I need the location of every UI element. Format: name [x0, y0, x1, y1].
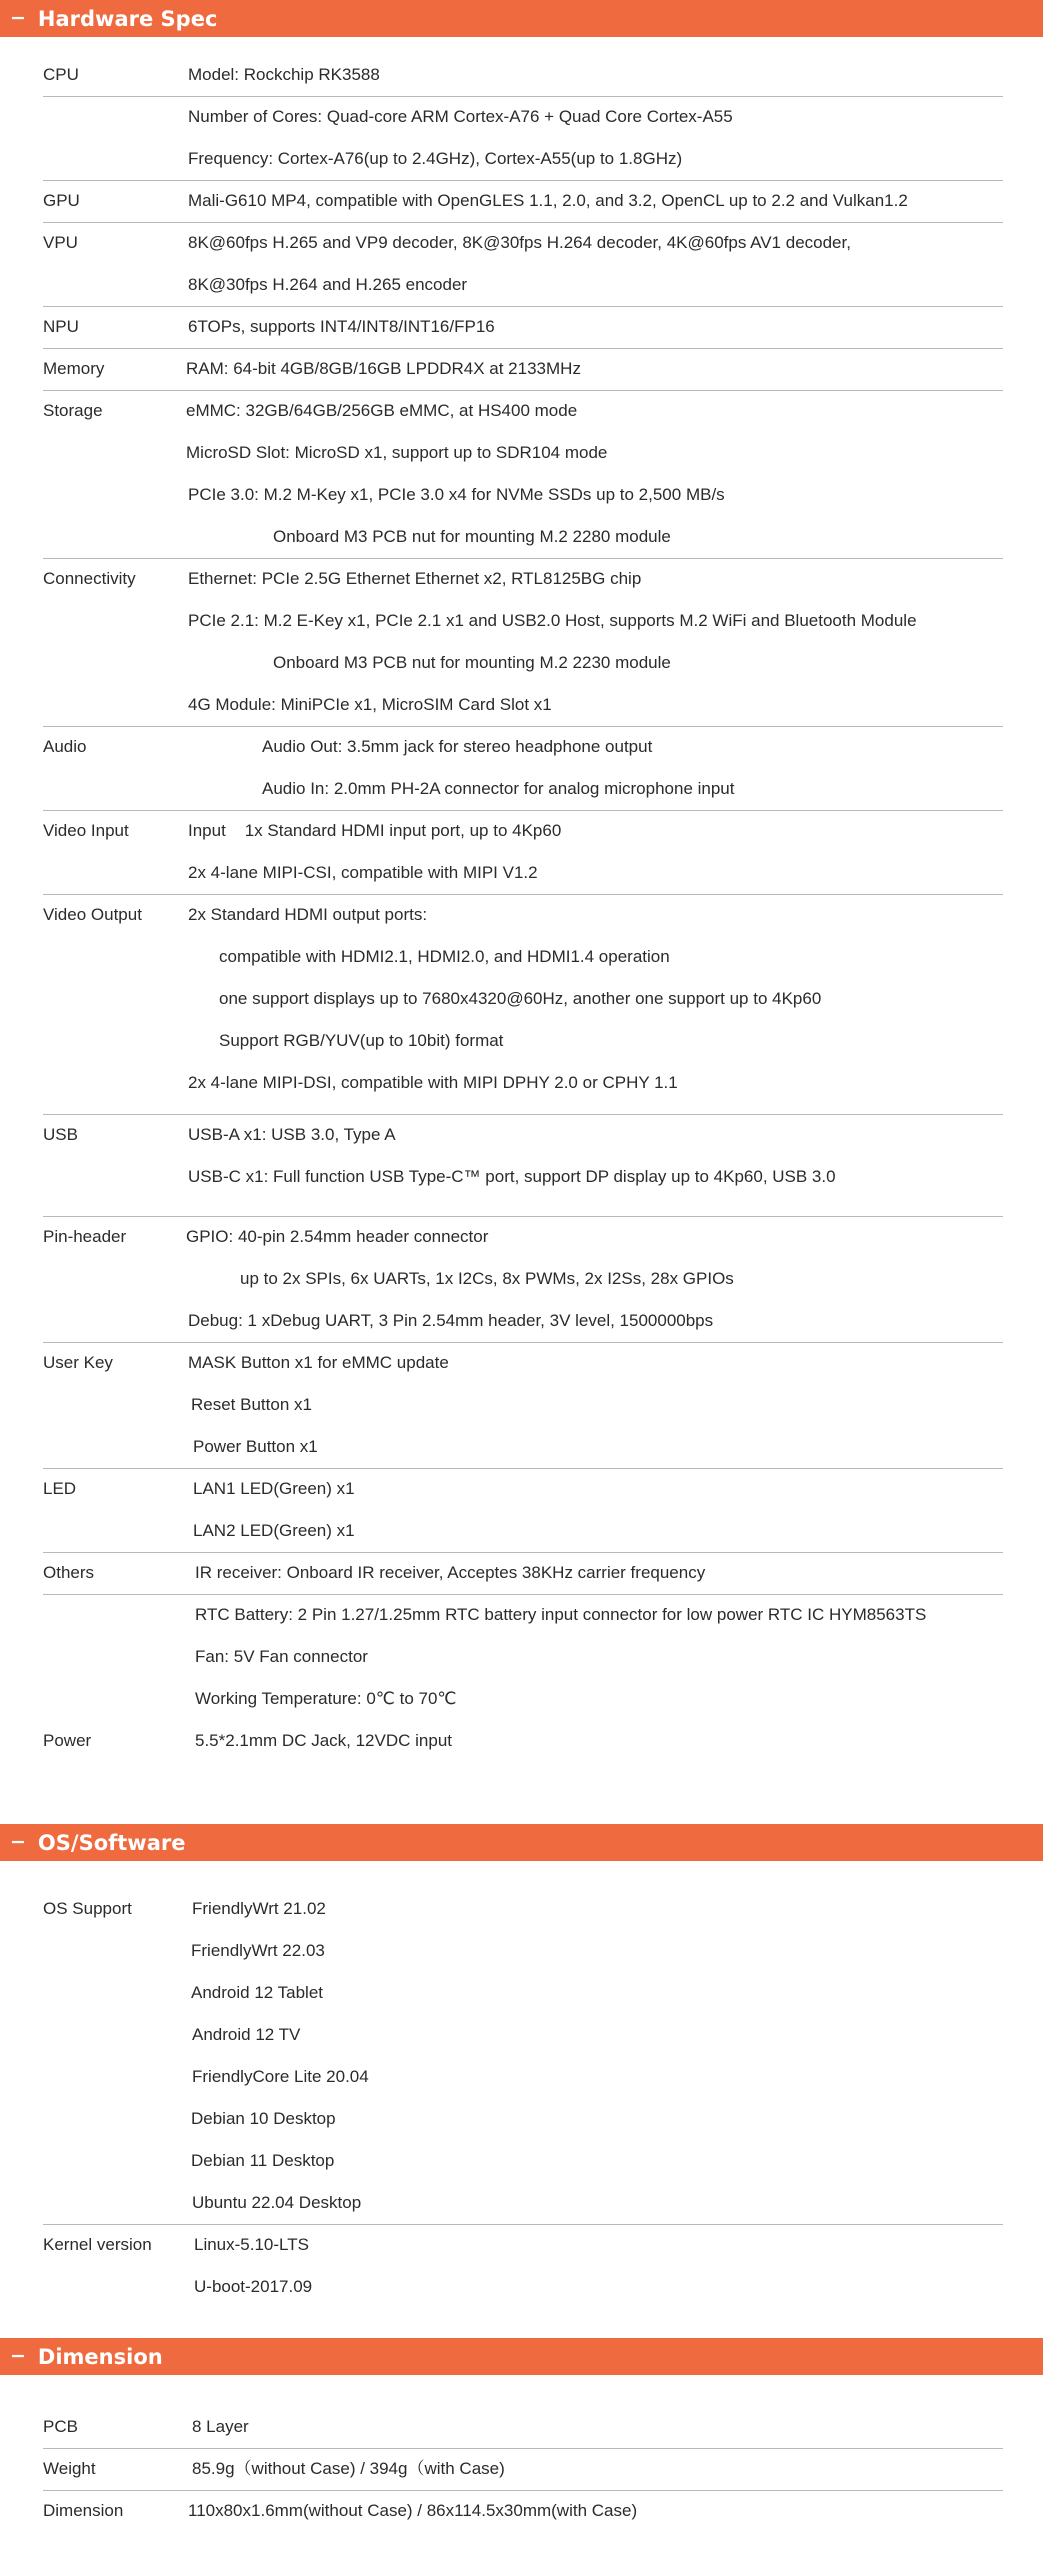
spec-value: eMMC: 32GB/64GB/256GB eMMC, at HS400 mode	[186, 401, 578, 420]
spec-value: LAN2 LED(Green) x1	[193, 1521, 355, 1540]
spec-row	[0, 1258, 1043, 1300]
spec-row	[0, 684, 1043, 726]
spec-value: FriendlyWrt 22.03	[191, 1941, 325, 1960]
spec-value: Support RGB/YUV(up to 10bit) format	[219, 1031, 504, 1050]
spec-label: Dimension	[43, 2501, 124, 2520]
spec-row	[0, 1384, 1043, 1426]
spec-value: FriendlyWrt 21.02	[192, 1899, 326, 1918]
spec-row	[0, 432, 1043, 474]
spec-row	[0, 2490, 1043, 2532]
spec-row	[0, 894, 1043, 936]
spec-row	[0, 516, 1043, 558]
spec-value: Onboard M3 PCB nut for mounting M.2 2280 module	[273, 527, 671, 546]
spec-value: RAM: 64-bit 4GB/8GB/16GB LPDDR4X at 2133MHz	[186, 359, 581, 378]
spec-label: Others	[43, 1563, 95, 1582]
section-header-hardware[interactable]	[0, 0, 1043, 37]
spec-label: Audio	[43, 737, 87, 756]
spec-row	[0, 1156, 1043, 1198]
spec-label: Video Input	[43, 821, 129, 840]
spec-value: Ubuntu 22.04 Desktop	[192, 2193, 362, 2212]
spec-value: Debian 11 Desktop	[191, 2151, 335, 2170]
spec-value: Number of Cores: Quad-core ARM Cortex-A76 + Quad Core Cortex-A55	[188, 107, 733, 126]
spec-value: Working Temperature: 0℃ to 70℃	[195, 1689, 457, 1708]
spec-label: Memory	[43, 359, 105, 378]
spec-value: 8K@30fps H.264 and H.265 encoder	[188, 275, 468, 294]
spec-value: MicroSD Slot: MicroSD x1, support up to SDR104 mode	[186, 443, 608, 462]
spec-value: Reset Button x1	[191, 1395, 312, 1414]
spec-row	[0, 1510, 1043, 1552]
spec-value: IR receiver: Onboard IR receiver, Acceptes 38KHz carrier frequency	[195, 1563, 706, 1582]
spec-label: User Key	[43, 1353, 113, 1372]
spec-value: Fan: 5V Fan connector	[195, 1647, 368, 1666]
spec-value: 2x 4-lane MIPI-DSI, compatible with MIPI DPHY 2.0 or CPHY 1.1	[188, 1073, 678, 1092]
spec-value: USB-A x1: USB 3.0, Type A	[188, 1125, 396, 1144]
spec-value: Mali-G610 MP4, compatible with OpenGLES 1.1, 2.0, and 3.2, OpenCL up to 2.2 and Vulkan1.2	[188, 191, 908, 210]
section-title: Dimension	[37, 2344, 163, 2369]
spec-row	[0, 390, 1043, 432]
spec-value: 2x 4-lane MIPI-CSI, compatible with MIPI V1.2	[188, 863, 538, 882]
spec-label: Storage	[43, 401, 103, 420]
spec-row	[0, 1636, 1043, 1678]
spec-row	[0, 810, 1043, 852]
spec-label: Video Output	[43, 905, 142, 924]
spec-row	[0, 1020, 1043, 1062]
spec-value: FriendlyCore Lite 20.04	[192, 2067, 369, 2086]
spec-label: Connectivity	[43, 569, 136, 588]
collapse-icon[interactable]: −	[10, 1831, 26, 1853]
spec-row	[0, 642, 1043, 684]
spec-row	[0, 1552, 1043, 1594]
spec-value: PCIe 3.0: M.2 M-Key x1, PCIe 3.0 x4 for NVMe SSDs up to 2,500 MB/s	[188, 485, 725, 504]
spec-value: MASK Button x1 for eMMC update	[188, 1353, 449, 1372]
spec-row	[0, 138, 1043, 180]
spec-value: USB-C x1: Full function USB Type-C™ port, support DP display up to 4Kp60, USB 3.0	[188, 1167, 836, 1186]
spec-row	[0, 1594, 1043, 1636]
collapse-icon[interactable]: −	[10, 7, 26, 29]
spec-value: LAN1 LED(Green) x1	[193, 1479, 355, 1498]
spec-label: PCB	[43, 2417, 78, 2436]
spec-label: GPU	[43, 191, 80, 210]
spec-row	[0, 2098, 1043, 2140]
spec-value: Input 1x Standard HDMI input port, up to 4Kp60	[188, 821, 562, 840]
spec-value: 8K@60fps H.265 and VP9 decoder, 8K@30fps H.264 decoder, 4K@60fps AV1 decoder,	[188, 233, 851, 252]
spec-value: Frequency: Cortex-A76(up to 2.4GHz), Cortex-A55(up to 1.8GHz)	[188, 149, 683, 168]
spec-value: 6TOPs, supports INT4/INT8/INT16/FP16	[188, 317, 495, 336]
spec-value: 4G Module: MiniPCIe x1, MicroSIM Card Slot x1	[188, 695, 552, 714]
spec-value: 5.5*2.1mm DC Jack, 12VDC input	[195, 1731, 452, 1750]
spec-label: Pin-header	[43, 1227, 127, 1246]
spec-row	[0, 936, 1043, 978]
section-header-dimension[interactable]	[0, 2338, 1043, 2375]
spec-value: Audio In: 2.0mm PH-2A connector for analog microphone input	[262, 779, 735, 798]
spec-row	[0, 2448, 1043, 2490]
spec-value: RTC Battery: 2 Pin 1.27/1.25mm RTC battery input connector for low power RTC IC HYM8563TS	[195, 1605, 927, 1624]
spec-row	[0, 1888, 1043, 1930]
spec-row	[0, 558, 1043, 600]
spec-label: OS Support	[43, 1899, 132, 1918]
spec-row	[0, 978, 1043, 1020]
spec-value: Debian 10 Desktop	[191, 2109, 336, 2128]
spec-row	[0, 2406, 1043, 2448]
spec-row	[0, 2224, 1043, 2266]
spec-row	[0, 1114, 1043, 1156]
spec-row	[0, 474, 1043, 516]
spec-row	[0, 2140, 1043, 2182]
spec-value: 85.9g（without Case) / 394g（with Case)	[192, 2459, 505, 2478]
collapse-icon[interactable]: −	[10, 2345, 26, 2367]
spec-row	[0, 306, 1043, 348]
spec-row	[0, 600, 1043, 642]
spec-value: 8 Layer	[192, 2417, 249, 2436]
spec-label: VPU	[43, 233, 78, 252]
spec-label: LED	[43, 1479, 77, 1498]
spec-row	[0, 2056, 1043, 2098]
spec-label: Power	[43, 1731, 92, 1750]
spec-value: Power Button x1	[193, 1437, 318, 1456]
spec-row	[0, 726, 1043, 768]
spec-row	[0, 1972, 1043, 2014]
spec-value: Android 12 Tablet	[191, 1983, 324, 2002]
spec-row	[0, 1678, 1043, 1720]
spec-row	[0, 54, 1043, 96]
spec-row	[0, 1300, 1043, 1342]
spec-row	[0, 852, 1043, 894]
spec-row	[0, 348, 1043, 390]
spec-row	[0, 1342, 1043, 1384]
spec-value: Model: Rockchip RK3588	[188, 65, 380, 84]
spec-row	[0, 2182, 1043, 2224]
spec-value: one support displays up to 7680x4320@60Hz, another one support up to 4Kp60	[219, 989, 822, 1008]
spec-row	[0, 1468, 1043, 1510]
spec-value: up to 2x SPIs, 6x UARTs, 1x I2Cs, 8x PWMs, 2x I2Ss, 28x GPIOs	[240, 1269, 734, 1288]
spec-value: PCIe 2.1: M.2 E-Key x1, PCIe 2.1 x1 and USB2.0 Host, supports M.2 WiFi and Bluetooth Module	[188, 611, 917, 630]
spec-row	[0, 1720, 1043, 1762]
spec-row	[0, 1216, 1043, 1258]
section-title: Hardware Spec	[37, 6, 218, 31]
spec-row	[0, 96, 1043, 138]
spec-row	[0, 1930, 1043, 1972]
spec-value: 2x Standard HDMI output ports:	[188, 905, 428, 924]
spec-label: USB	[43, 1125, 78, 1144]
spec-row	[0, 264, 1043, 306]
spec-value: Debug: 1 xDebug UART, 3 Pin 2.54mm header, 3V level, 1500000bps	[188, 1311, 714, 1330]
spec-row	[0, 2014, 1043, 2056]
section-title: OS/Software	[37, 1830, 186, 1855]
spec-value: Android 12 TV	[192, 2025, 301, 2044]
section-header-os[interactable]	[0, 1824, 1043, 1861]
spec-row	[0, 2266, 1043, 2308]
spec-value: 110x80x1.6mm(without Case) / 86x114.5x30mm(with Case)	[188, 2501, 638, 2520]
spec-row	[0, 1062, 1043, 1104]
spec-label: NPU	[43, 317, 79, 336]
spec-value: Audio Out: 3.5mm jack for stereo headphone output	[262, 737, 653, 756]
spec-value: Linux-5.10-LTS	[194, 2235, 309, 2254]
spec-row	[0, 1426, 1043, 1468]
spec-value: Onboard M3 PCB nut for mounting M.2 2230 module	[273, 653, 671, 672]
spec-value: compatible with HDMI2.1, HDMI2.0, and HDMI1.4 operation	[219, 947, 670, 966]
spec-value: GPIO: 40-pin 2.54mm header connector	[186, 1227, 489, 1246]
spec-row	[0, 222, 1043, 264]
spec-value: Ethernet: PCIe 2.5G Ethernet Ethernet x2, RTL8125BG chip	[188, 569, 642, 588]
spec-label: Kernel version	[43, 2235, 152, 2254]
spec-label: Weight	[43, 2459, 96, 2478]
spec-row	[0, 180, 1043, 222]
spec-row	[0, 768, 1043, 810]
spec-label: CPU	[43, 65, 79, 84]
spec-value: U-boot-2017.09	[194, 2277, 313, 2296]
